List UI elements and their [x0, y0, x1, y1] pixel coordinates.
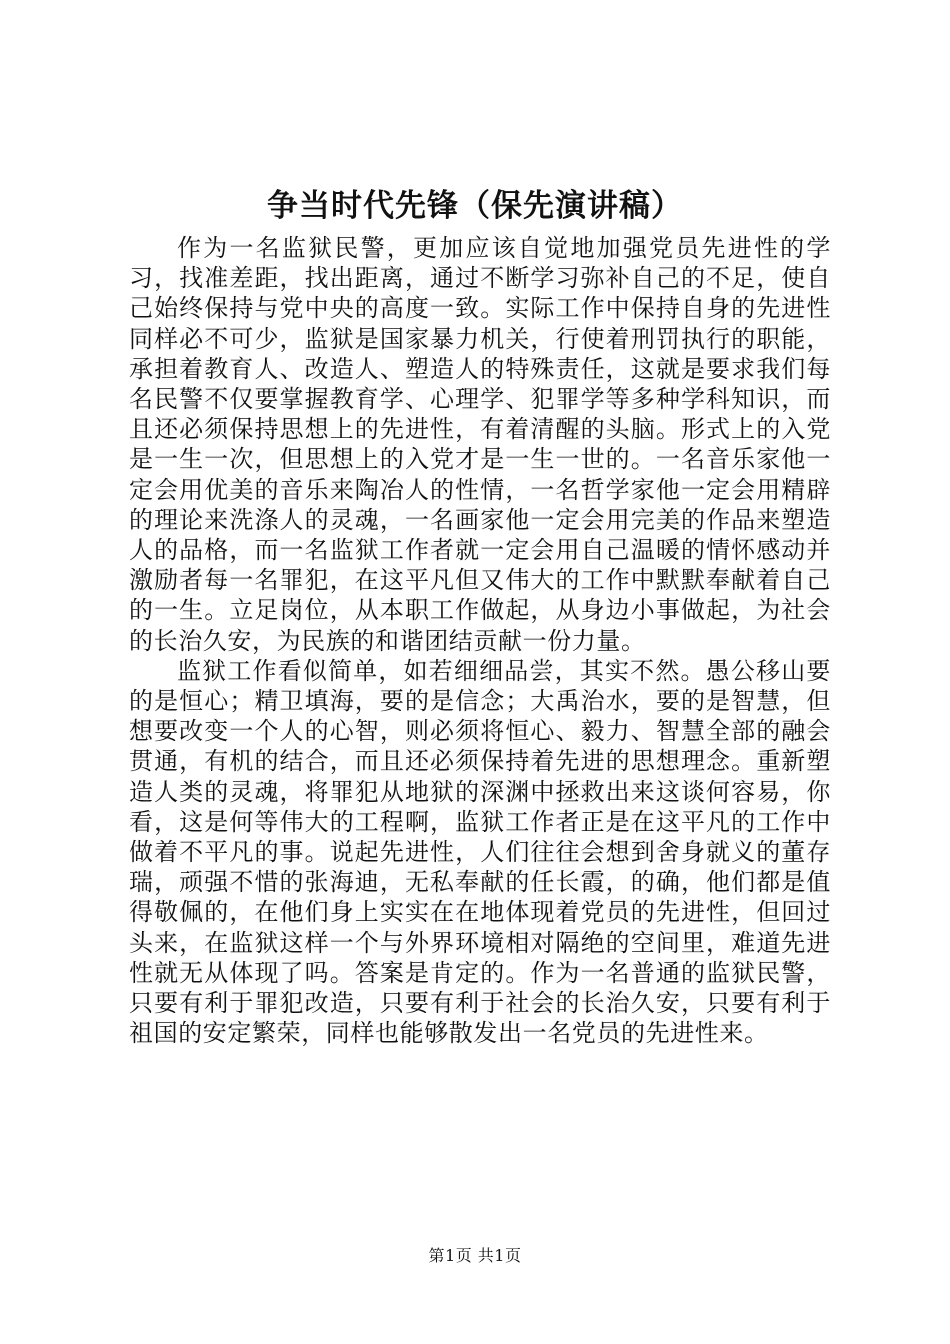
document-title: 争当时代先锋（保先演讲稿）: [267, 188, 683, 224]
page-number-footer: 第1页 共1页: [428, 1246, 522, 1265]
document-body: [129, 233, 831, 1048]
paragraph-1: 作为一名监狱民警，更加应该自觉地加强党员先进性的学习，找准差距，找出距离，通过不断学习弥补自己的不足，使自己始终保持与党中央的高度一致。实际工作中保持自身的先进性同样必不可少，监狱是国家暴力机关，行使着刑罚执行的职能，承担着教育人、改造人、塑造人的特殊责任，这就是要求我们每名民警不仅要掌握教育学、心理学、犯罪学等多种学科知识，而且还必须保持思想上的先进性，有着清醒的头脑。形式上的入党是一生一次，但思想上的入党才是一生一世的。一名音乐家他一定会用优美的音乐来陶冶人的性情，一名哲学家他一定会用精辟的理论来洗涤人的灵魂，一名画家他一定会用完美的作品来塑造人的品格，而一名监狱工作者就一定会用自己温暖的情怀感动并激励者每一名罪犯，在这平凡但又伟大的工作中默默奉献着自己的一生。立足岗位，从本职工作做起，从身边小事做起，为社会的长治久安，为民族的和谐团结贡献一份力量。: [129, 234, 831, 655]
paragraph-2: 监狱工作看似简单，如若细细品尝，其实不然。愚公移山要的是恒心；精卫填海，要的是信念；大禹治水，要的是智慧，但想要改变一个人的心智，则必须将恒心、毅力、智慧全部的融会贯通，有机的结合，而且还必须保持着先进的思想理念。重新塑造人类的灵魂，将罪犯从地狱的深渊中拯救出来这谈何容易，你看，这是何等伟大的工程啊，监狱工作者正是在这平凡的工作中做着不平凡的事。说起先进性，人们往往会想到舍身就义的董存瑞，顽强不惜的张海迪，无私奉献的任长霞，的确，他们都是值得敬佩的，在他们身上实实在在地体现着党员的先进性，但回过头来，在监狱这样一个与外界环境相对隔绝的空间里，难道先进性就无从体现了吗。答案是肯定的。作为一名普通的监狱民警，只要有利于罪犯改造，只要有利于社会的长治久安，只要有利于祖国的安定繁荣，同样也能够散发出一名党员的先进性来。: [129, 656, 831, 1048]
